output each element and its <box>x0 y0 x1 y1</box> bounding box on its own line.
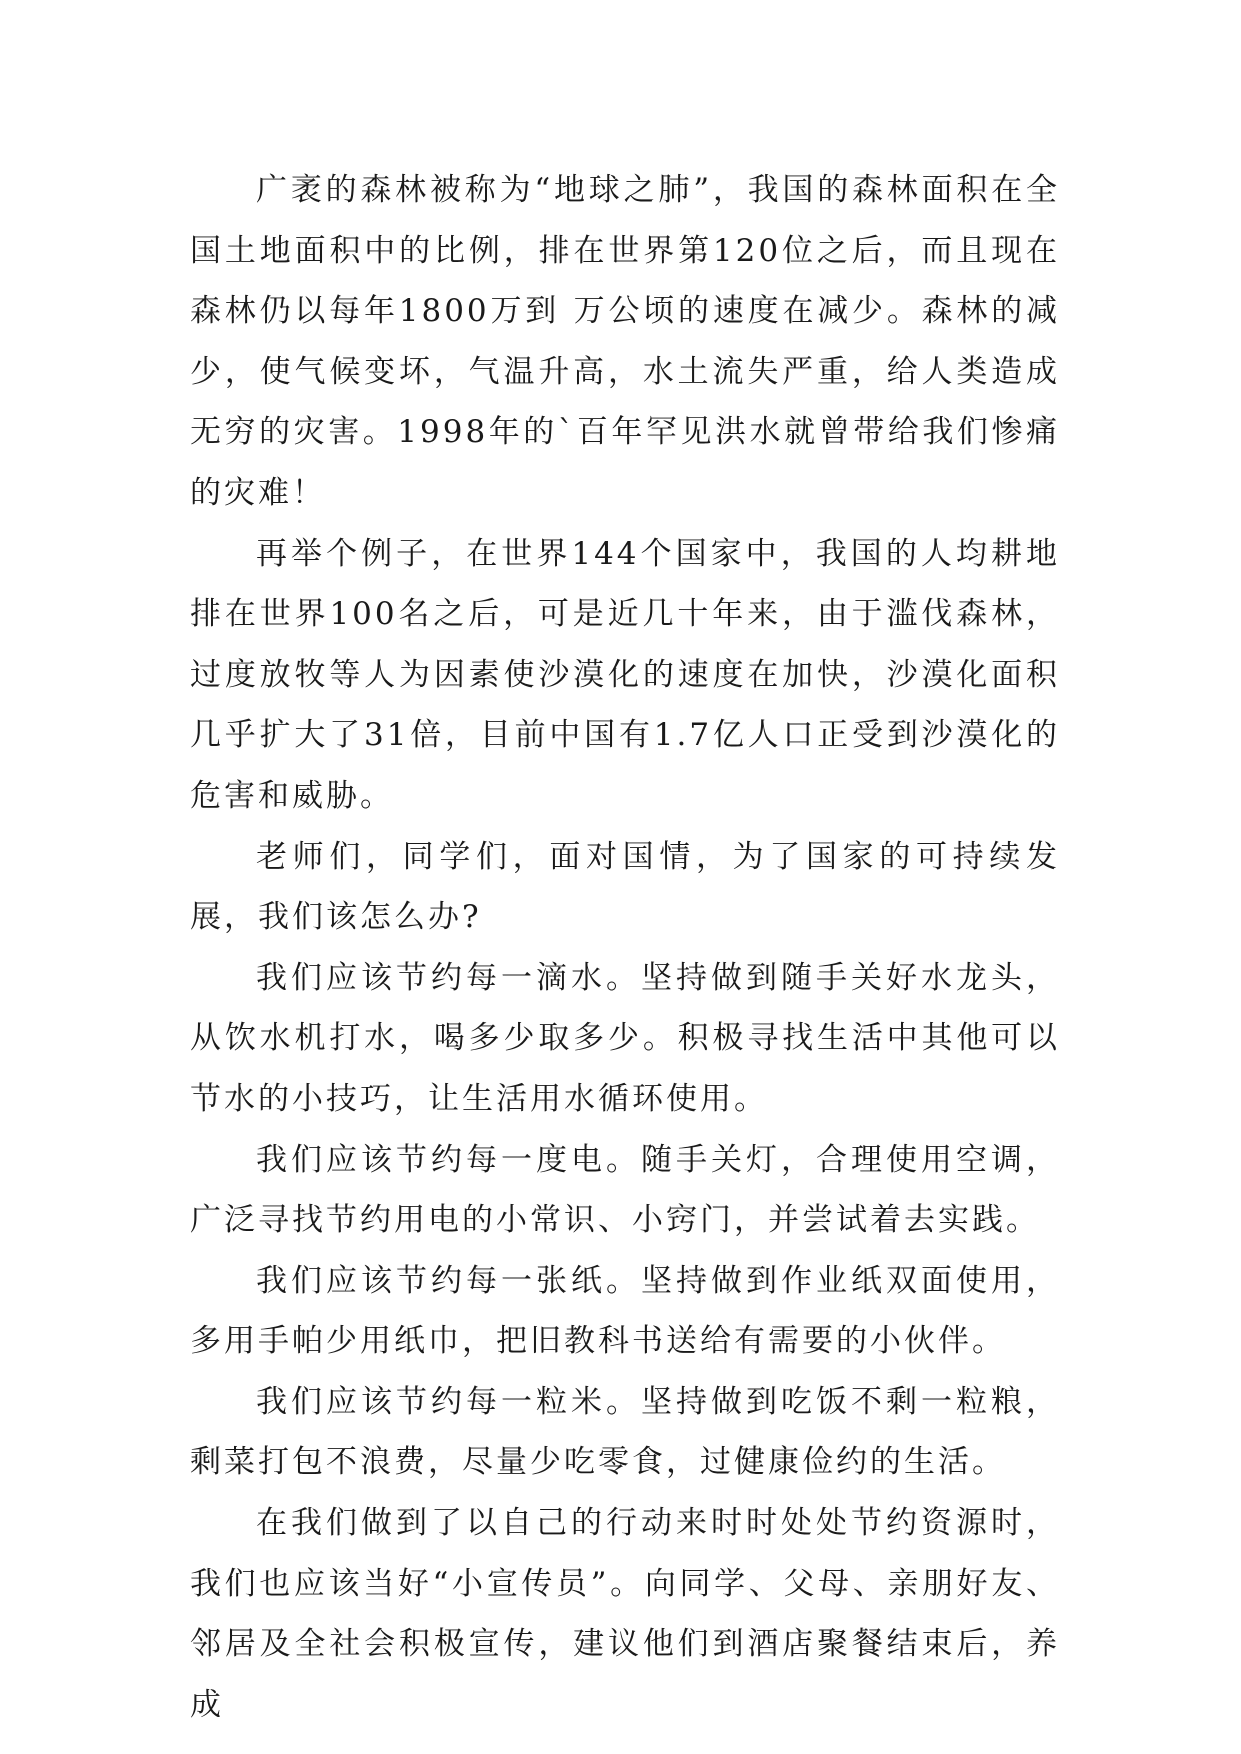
paragraph-save-electricity: 我们应该节约每一度电。随手关灯，合理使用空调，广泛寻找节约用电的小常识、小窍门，并尝试着去实践。 <box>190 1141 1060 1239</box>
paragraph-desertification: 再举个例子，在世界144个国家中，我国的人均耕地排在世界100名之后，可是近几十年来，由于滥伐森林，过度放牧等人为因素使沙漠化的速度在加快，沙漠化面积几乎扩大了31倍，目前中国有1.7亿人口正受到沙漠化的危害和威胁。 <box>190 535 1060 814</box>
paragraph-forest: 广袤的森林被称为“地球之肺”，我国的森林面积在全国土地面积中的比例，排在世界第120位之后，而且现在森林仍以每年1800万到 万公顷的速度在减少。森林的减少，使气候变坏，气温升高，水土流失严重，给人类造成无穷的灾害。1998年的`百年罕见洪水就曾带给我们惨痛的灾难！ <box>190 172 1060 511</box>
paragraph-publicity: 在我们做到了以自己的行动来时时处处节约资源时，我们也应该当好“小宣传员”。向同学、父母、亲朋好友、邻居及全社会积极宣传，建议他们到酒店聚餐结束后，养成 <box>190 1505 1060 1723</box>
paragraph-save-rice: 我们应该节约每一粒米。坚持做到吃饭不剩一粒粮，剩菜打包不浪费，尽量少吃零食，过健康俭约的生活。 <box>190 1383 1060 1481</box>
paragraph-question: 老师们，同学们，面对国情，为了国家的可持续发展，我们该怎么办? <box>190 838 1060 936</box>
paragraph-save-paper: 我们应该节约每一张纸。坚持做到作业纸双面使用，多用手帕少用纸巾，把旧教科书送给有需要的小伙伴。 <box>190 1262 1060 1360</box>
document-body <box>190 160 1060 1735</box>
paragraph-save-water: 我们应该节约每一滴水。坚持做到随手关好水龙头，从饮水机打水，喝多少取多少。积极寻找生活中其他可以节水的小技巧，让生活用水循环使用。 <box>190 959 1060 1117</box>
